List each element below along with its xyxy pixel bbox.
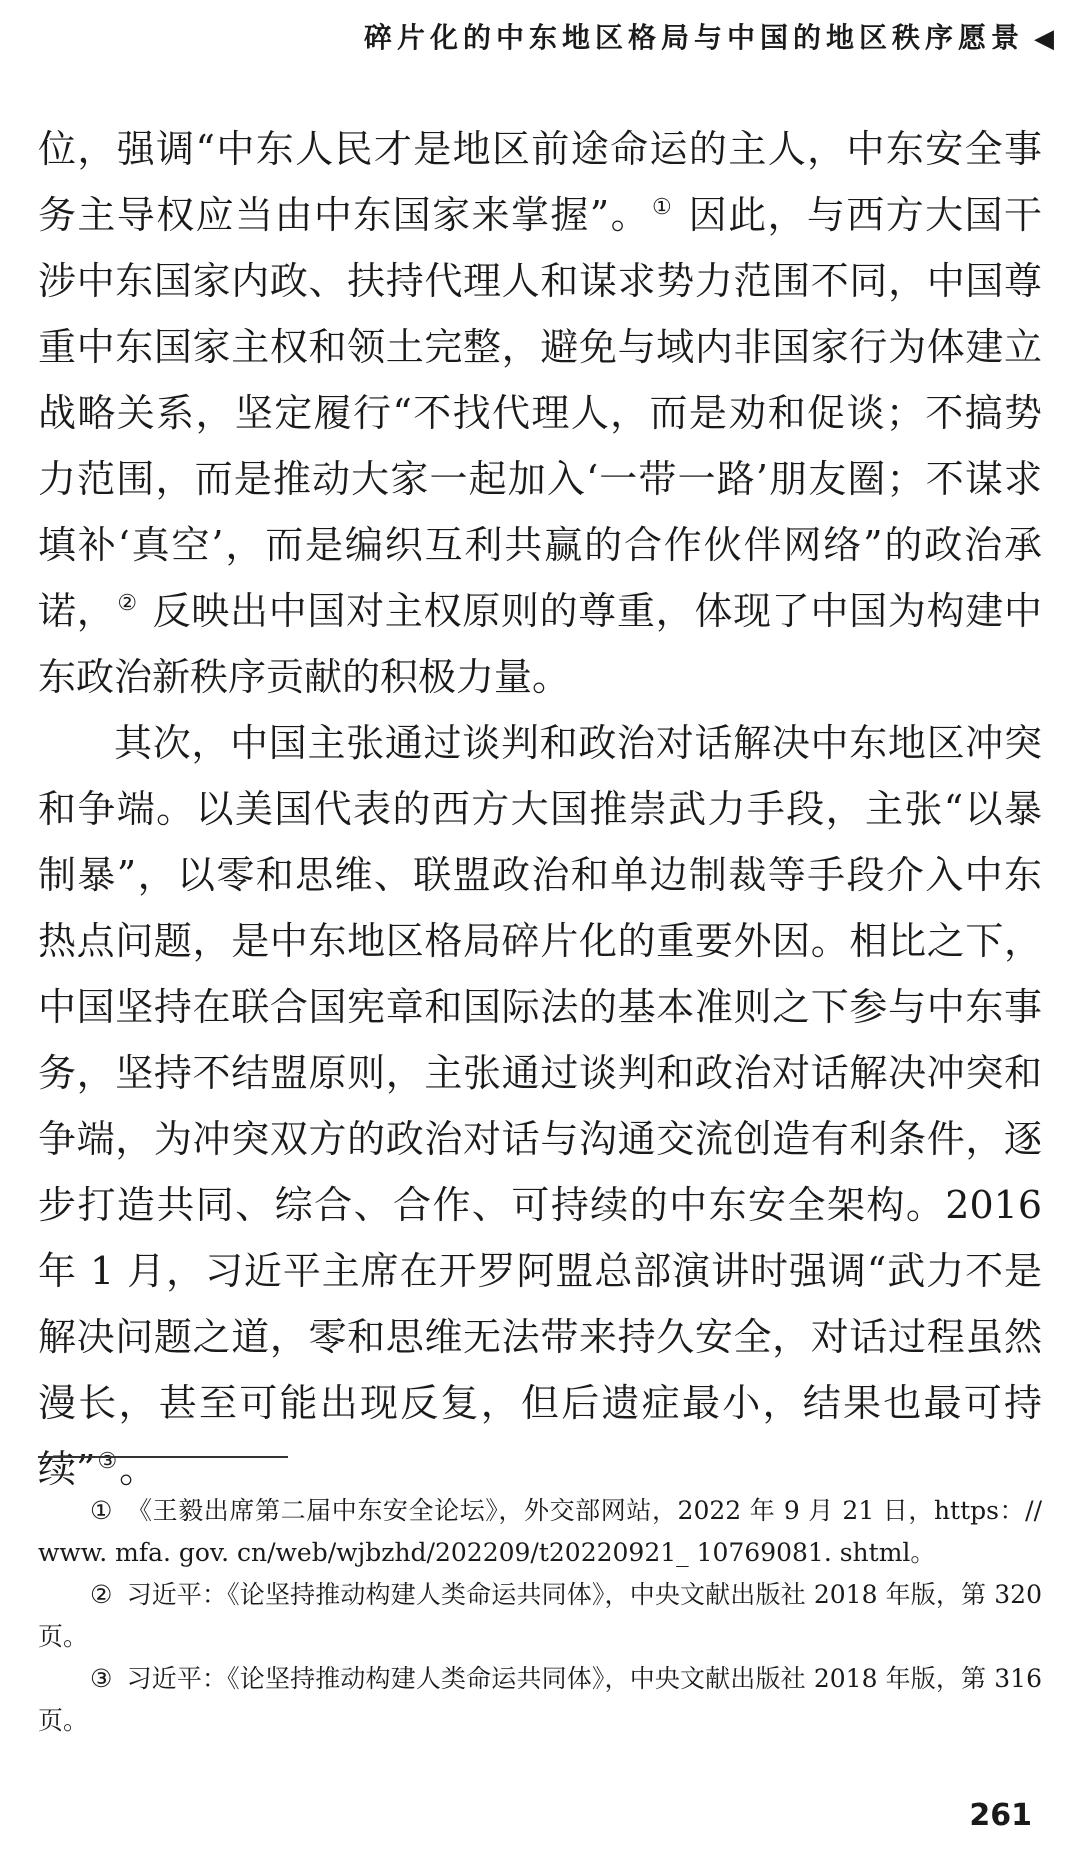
running-head: [60, 18, 1054, 59]
footnote-1: [38, 1490, 1042, 1574]
running-title: 碎片化的中东地区格局与中国的地区秩序愿景: [363, 21, 1024, 54]
paragraph-2-text-1: 其次，中国主张通过谈判和政治对话解决中东地区冲突和争端。以美国代表的西方大国推崇武力手段，主张“以暴制暴”，以零和思维、联盟政治和单边制裁等手段介入中东热点问题，是中东地区格局碎片化的重要外因。相比之下，中国坚持在联合国宪章和国际法的基本准则之下参与中东事务，坚持不结盟原则，主张通过谈判和政治对话解决冲突和争端，为冲突双方的政治对话与沟通交流创造有利条件，逐步打造共同、综合、合作、可持续的中东安全架构。2016 年 1 月，习近平主席在开罗阿盟总部演讲时强调“武力不是解决问题之道，零和思维无法带来持久安全，对话过程虽然漫长，甚至可能出现反复，但后遗症最小，结果也最可持续”: [38, 721, 1042, 1491]
paragraph-2: [38, 710, 1042, 1502]
paragraph-1: [38, 116, 1042, 710]
footnote-2-text: 习近平：《论坚持推动构建人类命运共同体》，中央文献出版社 2018 年版，第 320 页。: [38, 1580, 1042, 1651]
footnote-divider: [38, 1456, 288, 1458]
page-number: 261: [969, 1798, 1032, 1833]
footnote-2-mark: ②: [90, 1580, 113, 1609]
paragraph-2-text-2: 。: [119, 1447, 158, 1491]
footnote-3: [38, 1658, 1042, 1742]
paragraph-1-text-3: 反映出中国对主权原则的尊重，体现了中国为构建中东政治新秩序贡献的积极力量。: [38, 589, 1042, 699]
paragraph-1-text-2: 因此，与西方大国干涉中东国家内政、扶持代理人和谋求势力范围不同，中国尊重中东国家主权和领土完整，避免与域内非国家行为体建立战略关系，坚定履行“不找代理人，而是劝和促谈；不搞势力范围，而是推动大家一起加入‘一带一路’朋友圈；不谋求填补‘真空’，而是编织互利共赢的合作伙伴网络”的政治承诺，: [38, 193, 1042, 633]
footnote-1-text: 《王毅出席第二届中东安全论坛》，外交部网站，2022 年 9 月 21 日，https：//www. mfa. gov. cn/web/wjbzhd/202209/t20220921_ 10769081. shtml。: [38, 1496, 1042, 1567]
paragraph-1-text-1: 位，强调“中东人民才是地区前途命运的主人，中东安全事务主导权应当由中东国家来掌握”。: [38, 127, 1042, 237]
footnote-ref-2: ②: [117, 591, 138, 617]
footnotes: [38, 1490, 1042, 1742]
footnote-3-mark: ③: [90, 1664, 113, 1693]
footnote-ref-3: ③: [97, 1449, 118, 1475]
triangle-left-icon: ◀: [1034, 24, 1054, 54]
footnote-ref-1: ①: [652, 195, 674, 221]
footnote-2: [38, 1574, 1042, 1658]
footnote-1-mark: ①: [90, 1496, 114, 1525]
body-text: [38, 116, 1042, 1502]
footnote-3-text: 习近平：《论坚持推动构建人类命运共同体》，中央文献出版社 2018 年版，第 316 页。: [38, 1664, 1042, 1735]
